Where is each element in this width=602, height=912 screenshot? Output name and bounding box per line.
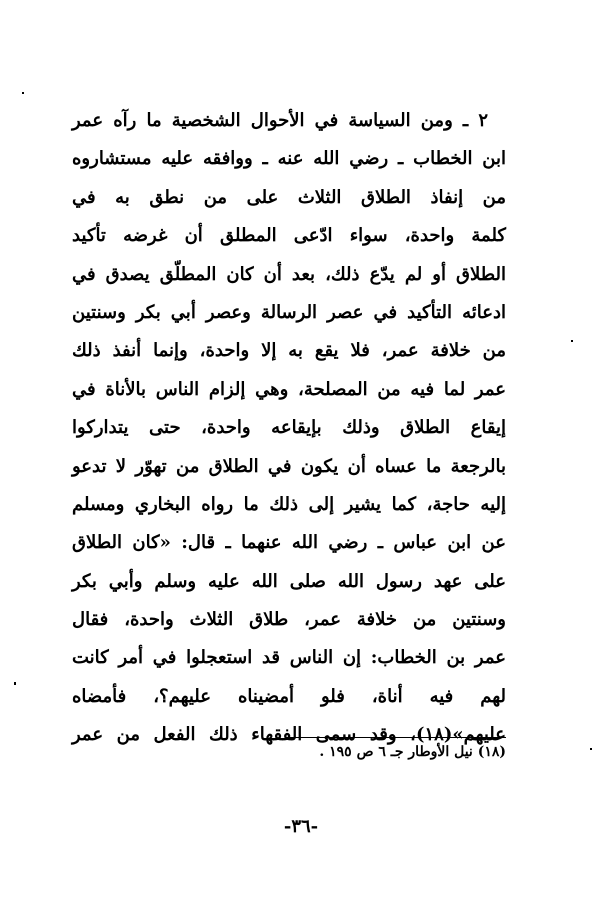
text-line: عليهم»(١٨)، وقد سمى الفقهاء ذلك الفعل من عمر (72, 724, 506, 746)
text-line: عن ابن عباس ـ رضي الله عنهما ـ قال: «كان الطلاق (72, 532, 506, 554)
text-line: ٢ ـ ومن السياسة في الأحوال الشخصية ما رآه عمر (72, 110, 488, 131)
text-line: كلمة واحدة، سواء ادّعى المطلق أن غرضه تأكيد (72, 225, 506, 247)
text-line: ادعائه التأكيد في عصر الرسالة وعصر أبي بكر وسنتين (72, 301, 506, 323)
text-line: لهم فيه أناة، فلو أمضيناه عليهم؟، فأمضاه (72, 685, 506, 707)
text-line: من إنفاذ الطلاق الثلاث على من نطق به في (72, 186, 506, 208)
text-line: الطلاق أو لم يدّع ذلك، بعد أن كان المطلّق يصدق في (72, 263, 506, 285)
text-line: على عهد رسول الله صلى الله عليه وسلم وأبي بكر (72, 570, 506, 592)
text-line: من خلافة عمر، فلا يقع به إلا واحدة، وإنما أنفذ ذلك (72, 340, 506, 362)
page-number: -٣٦- (283, 816, 319, 837)
footnote-divider (286, 737, 506, 738)
text-line: إيقاع الطلاق وذلك بإيقاعه واحدة، حتى يتداركوا (72, 417, 506, 439)
text-line: وسنتين من خلافة عمر، طلاق الثلاث واحدة، فقال (72, 609, 506, 631)
text-line: عمر لما فيه من المصلحة، وهي إلزام الناس بالأناة في (72, 378, 506, 400)
body-text (72, 102, 506, 755)
footnote: (١٨) نيل الأوطار جـ ٦ ص ١٩٥ . (319, 744, 506, 760)
text-line: عمر بن الخطاب: إن الناس قد استعجلوا في أمر كانت (72, 647, 506, 669)
text-line: بالرجعة ما عساه أن يكون في الطلاق من تهوّر لا تدعو (72, 455, 506, 477)
text-line: ابن الخطاب ـ رضي الله عنه ـ ووافقه عليه مستشاروه (72, 148, 506, 170)
text-line: إليه حاجة، كما يشير إلى ذلك ما رواه البخاري ومسلم (72, 493, 506, 515)
